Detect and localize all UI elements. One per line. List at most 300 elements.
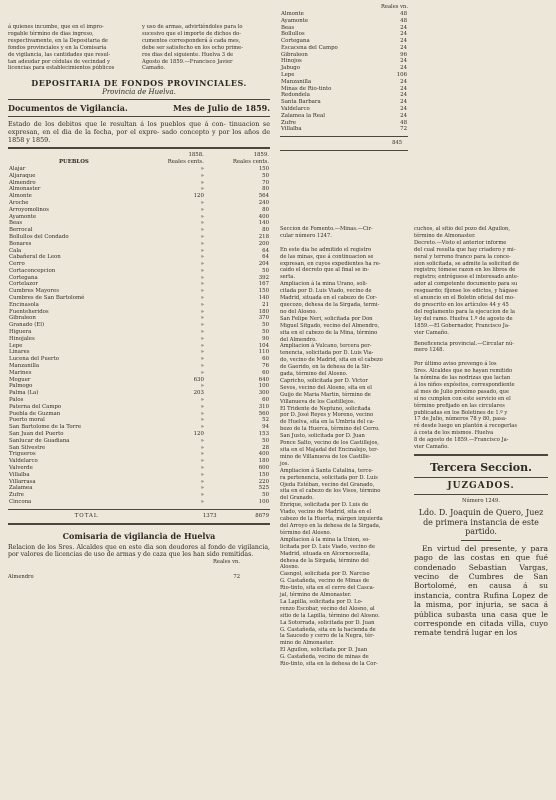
text-line: G. Castañeda, vecino de minas de [280, 654, 369, 661]
table-row [8, 445, 270, 452]
value-1858: » [200, 363, 204, 370]
value-1859: 564 [258, 193, 269, 200]
text-line [280, 240, 408, 247]
item-value: 24 [400, 24, 407, 31]
value-1859: 80 [262, 206, 269, 213]
value-1858: » [200, 281, 204, 288]
text-line: ador al competente documento para su [414, 281, 518, 288]
value-1859: 50 [262, 322, 269, 329]
table-row [8, 193, 270, 200]
item-value: 24 [400, 85, 407, 92]
value-1858: 120 [193, 431, 204, 438]
value-1859: 60 [262, 356, 269, 363]
text-line: fondos provinciales y en la Comisaria [8, 44, 107, 51]
text-line: San Justo, solicitada por D. Juan [280, 433, 365, 440]
value-1859: 76 [262, 363, 269, 370]
table-row [8, 472, 270, 479]
table-row [8, 207, 270, 214]
text-line: cular número 1247. [280, 232, 332, 239]
list-item [280, 11, 408, 18]
pueblo-name: Aljaraque [9, 172, 36, 179]
divider [8, 509, 270, 510]
value-1858: » [200, 383, 204, 390]
value-1859: 100 [258, 498, 269, 505]
item-value: 72 [400, 126, 407, 133]
list-item [280, 38, 408, 45]
table-row [8, 390, 270, 397]
list-item [280, 18, 408, 25]
value-1858: » [200, 274, 204, 281]
text-line: La Sotorrada, solicitada por D. Juan [280, 619, 375, 626]
relacion-text: Relacion de los Sres. Alcaldes que en este dia son deudores al fondo de vigilancia, por valores de licencias de uso de armas y de caza que les han sido remitidas. [8, 543, 270, 559]
value-1859: 180 [258, 458, 269, 465]
text-line: al mes de Julio próximo pasado, que [414, 388, 510, 395]
right-column [280, 0, 548, 668]
table-row [8, 336, 270, 343]
value-1859: 50 [262, 437, 269, 444]
header-pueblos: PUEBLOS [58, 159, 89, 166]
text-line: Enrique, solicitada por D. Luis de [280, 502, 369, 509]
table-row [8, 186, 270, 193]
value-1859: 80 [262, 227, 269, 234]
pueblo-name: Valverde [9, 465, 33, 471]
text-line: bezo de la Huerca, término del Cerro. [280, 426, 380, 433]
text-line: vier Camaño. [414, 444, 449, 451]
pueblo-name: Higuera [9, 329, 32, 336]
text-line: Viado, vecino de Madrid, sita en el [280, 509, 372, 516]
divider [414, 494, 548, 495]
header-reales-1: Reales cents. [167, 159, 204, 166]
table-row [8, 356, 270, 363]
value-1858: » [200, 295, 204, 302]
intro-left-text [8, 24, 136, 72]
text-line: á los niños expósitos, correspondiente [414, 381, 515, 388]
pueblo-name: Palos [9, 397, 24, 404]
blank [8, 152, 140, 159]
item-value: 24 [400, 58, 407, 65]
text-line: Madrid, situada en Alcornocosilla, [280, 550, 371, 557]
value-1859: 50 [262, 267, 269, 274]
text-line: serta. [280, 274, 296, 281]
list-item [280, 25, 408, 32]
text-line: renzo Escobar, vecino del Alosno, al [280, 605, 375, 612]
tercera-seccion-title: Tercera Seccion. [430, 461, 532, 474]
text-line: ros dias del siguiente. Huelva 3 de [142, 51, 234, 58]
text-line: cabezo de la Huerta, márgen izquierda [280, 516, 383, 523]
item-name: Zufre [281, 119, 296, 126]
pueblo-name: San Silvestre [9, 444, 46, 451]
text-line: G. Castañeda, vecino de Minas de [280, 578, 370, 585]
value-1858: » [200, 492, 204, 499]
right-top [280, 0, 548, 154]
total-table [8, 513, 270, 520]
value-1858: » [200, 199, 204, 206]
text-line: Ponce Salto, vecino de los Castillejos, [280, 440, 379, 447]
pueblo-name: Almonte [9, 193, 32, 200]
value-1859: 150 [258, 165, 269, 172]
top-list-table [280, 11, 408, 133]
value-1858: » [200, 335, 204, 342]
text-line: ley del ramo. Huelva 1.º de agosto de [414, 315, 513, 322]
text-line: Capricho, solicitada por D. Victor [280, 377, 368, 384]
value-1859: 70 [262, 179, 269, 186]
text-line: rogable término de dias ingreso, [8, 30, 94, 37]
list-item [280, 106, 408, 113]
value-1859: 90 [262, 335, 269, 342]
text-line: resguardo; fíjense los edictos, y hágase [414, 288, 518, 295]
table-row [8, 302, 270, 309]
table-row [8, 424, 270, 431]
item-name: Gibraleon [281, 51, 308, 58]
text-line: ra pertenencia, solicitada por D. Luis [280, 474, 378, 481]
text-line: San Felipe Neri, solicitada por Don [280, 315, 373, 322]
pueblo-name: Ayamonte [9, 213, 37, 220]
table-row [8, 254, 270, 261]
value-1859: 21 [262, 301, 269, 308]
text-line: licitada por D. Luis Viado, vecino de [280, 543, 375, 550]
text-line: El Aguilon, solicitada por D. Juan [280, 647, 368, 654]
text-line: G. Castañeda, sita en la hacienda de [280, 626, 376, 633]
value-1859: 600 [258, 465, 269, 471]
text-line: tenencia, solicitada por D. Luis Via- [280, 350, 374, 357]
list-item [280, 99, 408, 106]
text-line: tan adeudar por cédulas de vecindad y [8, 58, 111, 65]
value-1859: 80 [262, 186, 269, 193]
text-line: Decreto.—Visto el anterior informe [414, 239, 507, 246]
value-1858: » [200, 179, 204, 186]
table-row [8, 349, 270, 356]
text-line: publicadas en los Boletines de 1.º y [414, 409, 508, 416]
value-1858: » [200, 478, 204, 485]
value-1859: 153 [258, 431, 269, 438]
item-name: Almonte [281, 10, 304, 17]
divider [8, 99, 270, 100]
value-1859: 640 [258, 376, 269, 383]
divider [280, 150, 408, 151]
table-row [8, 465, 270, 472]
pueblo-name: Marines [9, 369, 32, 376]
top-total: 845 [392, 140, 402, 147]
value-1859: 204 [258, 261, 269, 268]
text-line: de vigilancia, las cantidades que resul- [8, 51, 111, 58]
numero-label: Número 1249. [462, 498, 500, 504]
total-row [8, 513, 270, 520]
value-1859: 64 [262, 254, 269, 261]
item-name: Escacena del Campo [281, 44, 338, 51]
documentos-header [8, 103, 270, 113]
text-line: dehesa de la Sirgada, término del [280, 557, 369, 564]
value-1858: » [200, 498, 204, 505]
value-1859: 140 [258, 220, 269, 227]
text-line: por D. José Reyes y Moreno, vecino [280, 412, 374, 419]
table-row [8, 329, 270, 336]
value-1858: » [200, 444, 204, 451]
value-1858: » [200, 451, 204, 458]
text-line: Villanueva de los Castillejos. [280, 398, 356, 405]
documentos-title: Documentos de Vigilancia. [8, 103, 128, 114]
text-line: En este dia he admitido el registro [280, 246, 372, 253]
item-value: 24 [400, 99, 407, 106]
text-line: mero 1248. [414, 347, 445, 354]
list-item [280, 113, 408, 120]
value-1858: » [200, 369, 204, 376]
table-year-row [8, 152, 270, 159]
table-row [8, 261, 270, 268]
pueblo-name: Palmogo [9, 383, 33, 390]
text-line: Ampliacion á Santa Catalina, terce- [280, 467, 374, 474]
item-value: 24 [400, 106, 407, 113]
text-line: quecozo, dehesa de la Sirgada, termi- [280, 301, 380, 308]
text-line: neral y terreno franco para la conce- [414, 253, 511, 260]
text-line: gada, término del Alosno. [280, 371, 348, 378]
value-1858: » [200, 186, 204, 193]
text-line: Miguel Sitgado, vecino del Almendro, [280, 322, 380, 329]
estado-text: Estado de los debitos que le resultan á los pueblos que á con- tinuacion se expresan, en el dia de la fecha, por el expre- sado concepto y por los años de 1858 y 1859. [8, 120, 270, 145]
text-line: del reglamento para la ejecucion de la [414, 308, 516, 315]
pueblo-name: Cala [9, 247, 22, 254]
item-value: 24 [400, 92, 407, 99]
pueblo-name: Cabañeral de Leon [9, 254, 61, 261]
text-line: término prefijado en las circulares [414, 402, 505, 409]
value-1859: 28 [262, 444, 269, 451]
text-line: Rio-tinto, sita en la dehesa de la Cor- [280, 661, 378, 668]
pueblo-name: Lepe [9, 342, 23, 349]
table-row [8, 499, 270, 506]
text-line: El Tridente de Neptuno, solicitada [280, 405, 371, 412]
pueblo-name: Puebla de Guzman [9, 410, 61, 417]
item-value: 48 [400, 17, 407, 24]
table-row [8, 268, 270, 275]
table-row [8, 377, 270, 384]
list-item [280, 92, 408, 99]
table-row [8, 492, 270, 499]
last-row [8, 574, 270, 581]
right-lower [414, 226, 548, 668]
ldo-text: Ldo. D. Joaquin de Quero, Juez de primera instancia de este partido. [418, 507, 544, 537]
decreto-text [414, 226, 548, 337]
lower-columns [280, 226, 548, 668]
list-item [280, 31, 408, 38]
text-line: Sevos, vecino del Alosno, sita en el [280, 384, 372, 391]
table-row [8, 275, 270, 282]
pueblo-name: Fuenteheridos [9, 308, 49, 315]
list-item [280, 126, 408, 133]
text-line: del Granado. [280, 495, 314, 502]
table-row [8, 166, 270, 173]
pueblo-name: Lucena del Puerto [9, 356, 60, 363]
short-rule [461, 540, 501, 541]
value-1858: 120 [193, 193, 204, 200]
value-1859: 50 [262, 492, 269, 499]
text-line: á quienes incumbe, que en el impro- [8, 24, 104, 30]
intro-block [8, 24, 270, 72]
total-1859: 8679 [255, 512, 269, 519]
value-1858: » [200, 458, 204, 465]
table-row [8, 417, 270, 424]
text-line: sita en el cabezo de la Mina, término [280, 329, 378, 336]
left-column [8, 24, 270, 581]
text-line: Ampliacion á Vulcano, tercera per- [280, 343, 372, 350]
item-value: 24 [400, 31, 407, 38]
item-name: Valdelarco [281, 106, 310, 113]
value-1859: 167 [258, 281, 269, 288]
value-1858: » [200, 342, 204, 349]
value-1859: 52 [262, 417, 269, 424]
value-1858: » [200, 267, 204, 274]
pueblo-name: Linares [9, 349, 30, 356]
year-1858: 1858. [188, 152, 204, 159]
pueblo-name: Moguer [9, 376, 31, 383]
pueblo-name: San Bartolome de la Torre [9, 424, 82, 431]
value-1859: 60 [262, 369, 269, 376]
reales-vn-label: Reales vn. [212, 559, 240, 566]
table-row [8, 220, 270, 227]
value-1858: » [200, 165, 204, 172]
right-column-b [414, 0, 548, 154]
text-line: jos. [280, 460, 290, 467]
pueblo-name: Valdelarco [9, 458, 38, 465]
pueblo-name: Sanlucar de Guadiana [9, 437, 70, 444]
text-line: cumentos corresponderá á cada mes, [142, 37, 241, 44]
item-name: Bollullos [281, 31, 305, 38]
table-row [8, 451, 270, 458]
pueblo-name: Trigueros [9, 451, 36, 458]
value-1859: 64 [262, 247, 269, 254]
text-line: si no cumplen con este servicio en el [414, 395, 511, 402]
last-row-value: 72 [233, 574, 240, 581]
table-row [8, 397, 270, 404]
value-1859: 400 [258, 451, 269, 458]
value-1858: » [200, 329, 204, 336]
text-line: Guijo de Maria Martin, término de [280, 391, 371, 398]
text-line: de las minas, que á continuacion se [280, 253, 374, 260]
text-line: Ojeda Estéban, vecino del Granado, [280, 481, 375, 488]
value-1858: » [200, 227, 204, 234]
text-line: de Gaerido, en la dehesa de la Sir- [280, 364, 371, 371]
table-row [8, 214, 270, 221]
item-value: 24 [400, 44, 407, 51]
intro-right-text [142, 24, 270, 72]
pueblo-name: Cortegana [9, 274, 38, 281]
top-list-header: Reales vn. [380, 4, 408, 10]
list-item [280, 65, 408, 72]
value-1858: » [200, 349, 204, 356]
pueblo-name: Granado (El) [9, 322, 45, 329]
pueblo-name: Manzanilla [9, 363, 40, 370]
pueblo-name: Arroyomolinos [9, 206, 49, 213]
list-item [280, 45, 408, 52]
table-row [8, 309, 270, 316]
pueblo-name: Hinojales [9, 335, 35, 342]
text-line: Ampliacion á la mina la Union, so- [280, 536, 370, 543]
item-name: Beas [281, 24, 295, 31]
text-line: no del Alosno. [280, 308, 318, 315]
divider [8, 116, 270, 117]
item-name: Hinojos [281, 58, 302, 65]
value-1859: 310 [258, 403, 269, 410]
table-header-row [8, 159, 270, 166]
item-name: Villalba [281, 126, 302, 133]
value-1858: » [200, 356, 204, 363]
value-1858: » [200, 240, 204, 247]
item-name: Manzanilla [281, 78, 312, 85]
text-line: Madrid, situada en el cabezo de Cor- [280, 295, 378, 302]
table-row [8, 234, 270, 241]
text-line: Rio-tinto, sita en el cerro del Casca- [280, 585, 375, 592]
value-1858: » [200, 308, 204, 315]
table-row [8, 485, 270, 492]
item-name: Zalamea la Real [281, 112, 325, 119]
pueblo-name: Cumbres de San Bartolomé [9, 295, 85, 302]
pueblo-name: Zufre [9, 492, 24, 499]
table-row [8, 458, 270, 465]
value-1858: » [200, 437, 204, 444]
value-1858: 630 [193, 376, 204, 383]
table-row [8, 315, 270, 322]
text-line: 17 de Julio, números 78 y 80, pasa- [414, 416, 507, 423]
text-line: registro; entréguese el interesado ante- [414, 274, 519, 281]
pueblo-name: Villarrasa [9, 478, 36, 485]
value-1858: » [200, 424, 204, 431]
total-1858: 1373 [202, 512, 217, 519]
table-row [8, 438, 270, 445]
list-item [280, 120, 408, 127]
text-line: La Lapilla, solicitada por D. Lo- [280, 598, 363, 605]
pueblo-name: Zalamea [9, 485, 33, 492]
value-1858: » [200, 397, 204, 404]
value-1858: » [200, 417, 204, 424]
text-line: sion solicitada, se admite la solicitud de [414, 260, 520, 267]
top-list-body [280, 11, 408, 133]
text-line: Camaño. [142, 65, 166, 72]
value-1859: 560 [258, 410, 269, 417]
list-item [280, 72, 408, 79]
pueblo-name: Encinasola [9, 301, 39, 308]
value-1859: 200 [258, 240, 269, 247]
value-1859: 100 [258, 383, 269, 390]
mes-title: Mes de Julio de 1859. [172, 103, 270, 114]
value-1858: » [200, 485, 204, 492]
last-row-name: Almendro [8, 574, 34, 581]
text-line: mino de Almonaster. [280, 640, 334, 647]
pueblo-name: San Juan del Puerto [9, 431, 64, 438]
text-line: sita en el Majadal del Encinalejo, ter- [280, 447, 379, 453]
divider [414, 477, 548, 478]
value-1859: 50 [262, 329, 269, 336]
text-line: á costa de los mismos. Huelva [414, 430, 494, 437]
pueblo-name: Bollullos del Condado [9, 233, 69, 240]
list-item [280, 79, 408, 86]
value-1858: » [200, 403, 204, 410]
value-1858: » [200, 301, 204, 308]
pueblo-name: Bonares [9, 240, 32, 247]
item-name: Lepe [281, 72, 295, 79]
pueblo-name: Villalba [9, 471, 30, 478]
text-line: registro; tómese razon en los libros de [414, 267, 516, 274]
text-line: jal, término de Almonaster. [280, 592, 352, 599]
item-value: 106 [396, 72, 407, 79]
beneficencia-text [414, 341, 548, 452]
pueblo-name: Palma (La) [9, 390, 39, 397]
list-item [280, 58, 408, 65]
table-body [8, 166, 270, 506]
list-item [280, 86, 408, 93]
text-line: la Saucedo y cerro de la Negra, tér- [280, 633, 375, 640]
value-1858: » [200, 172, 204, 179]
text-line: vier Camaño. [414, 329, 449, 336]
text-line: y uso de armas, advirtiéndoles para lo [142, 24, 243, 30]
table-row [8, 343, 270, 350]
